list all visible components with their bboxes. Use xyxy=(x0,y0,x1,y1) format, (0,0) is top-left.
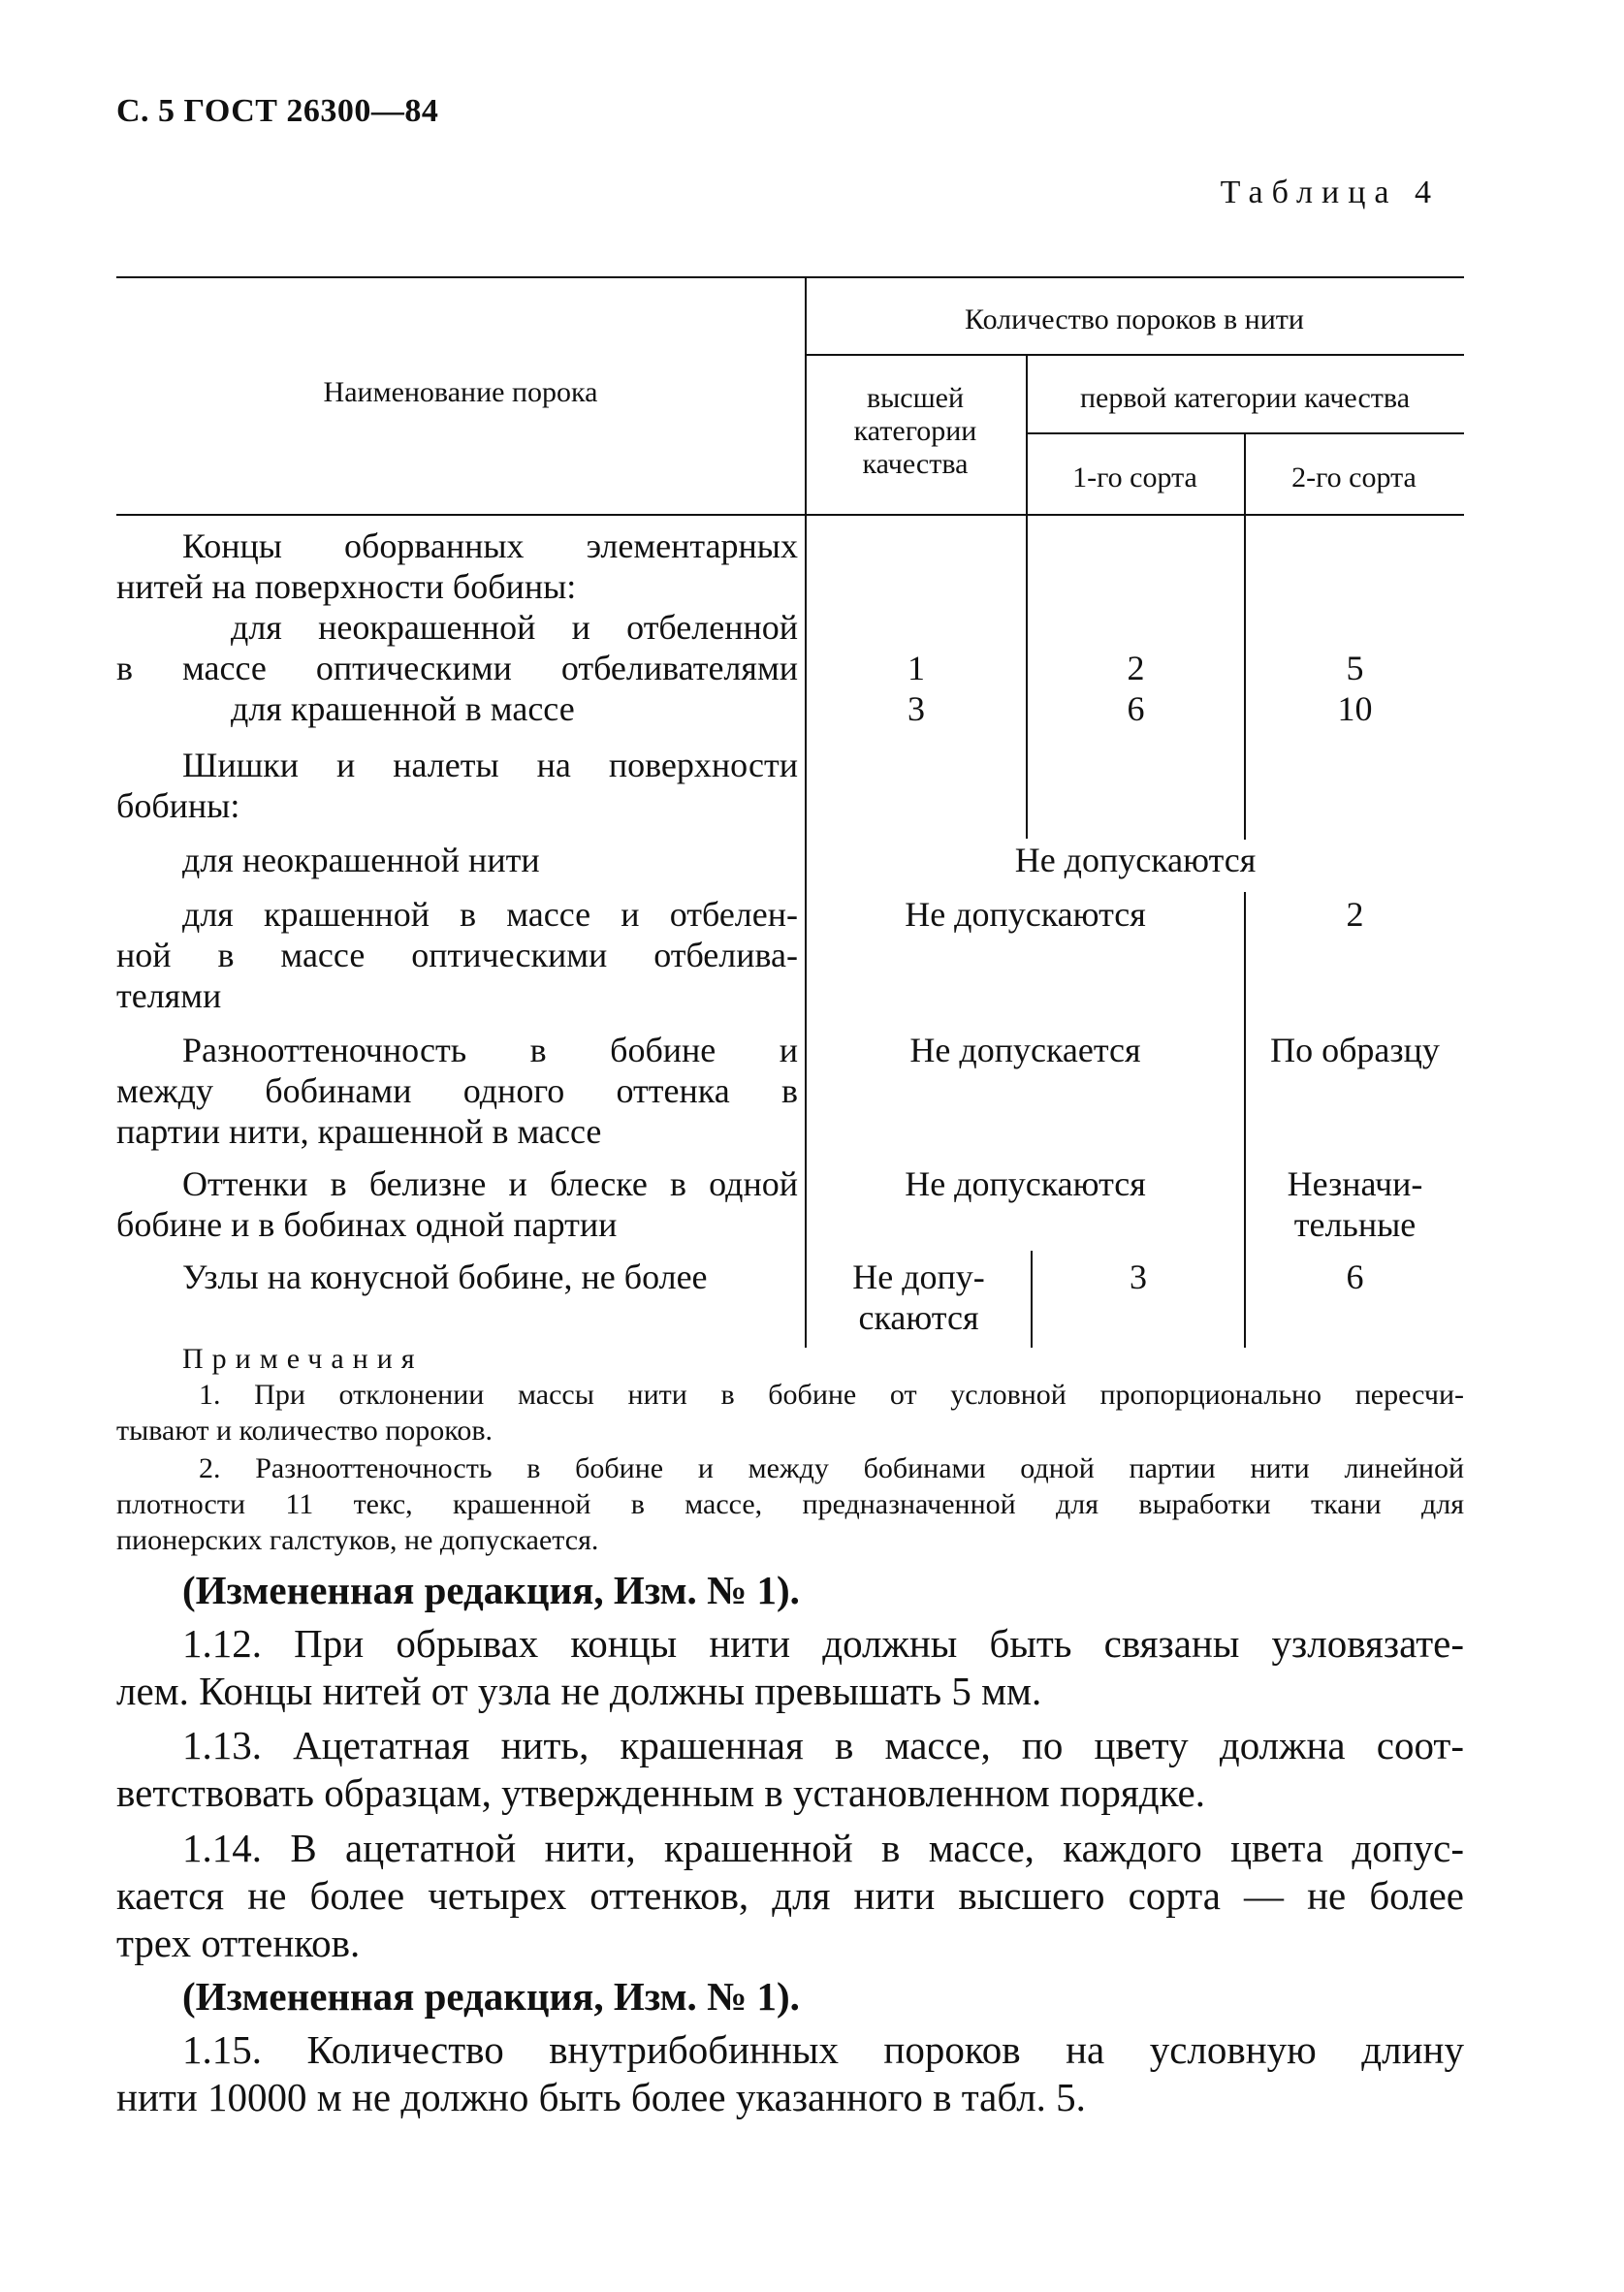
value-shade-grade2: По образцу xyxy=(1270,1031,1440,1069)
row-shade-line1: Разнооттеночность в бобине и xyxy=(182,1031,798,1069)
row-whiteness-line1: Оттенки в белизне и блеске в одной xyxy=(182,1164,798,1203)
para-1-14-line3: трех оттенков. xyxy=(116,1921,361,1965)
note-2-line1: 2. Разнооттеночность в бобине и между бобинами одной партии нити линейной xyxy=(199,1452,1464,1484)
revision-note-2: (Измененная редакция, Изм. № 1). xyxy=(182,1974,800,2019)
row-whiteness-line2: бобине и в бобинах одной партии xyxy=(116,1205,618,1244)
row-lumps-title-line1: Шишки и налеты на поверхности xyxy=(182,746,798,784)
header-first-category: первой категории качества xyxy=(1079,382,1411,414)
row-lumps-title-line2: бобины: xyxy=(116,786,240,825)
para-1-15-line1: 1.15. Количество внутрибобинных пороков на условную длину xyxy=(182,2027,1464,2072)
value-shade: Не допускается xyxy=(909,1031,1141,1069)
note-1-line1: 1. При отклонении массы нити в бобине от условной пропорционально пересчи- xyxy=(199,1379,1464,1411)
header-grade-1: 1-го сорта xyxy=(1072,462,1197,493)
value-knots-highest-line1: Не допу- xyxy=(852,1257,985,1296)
para-1-12-line1: 1.12. При обрывах концы нити должны быть связаны узловязате- xyxy=(182,1621,1464,1666)
header-highest-category: высшей категории качества xyxy=(853,382,977,480)
row-shade-line3: партии нити, крашенной в массе xyxy=(116,1112,602,1151)
header-defect-count: Количество пороков в нити xyxy=(965,303,1304,335)
value-ends-dyed-grade2: 10 xyxy=(1337,689,1373,728)
note-1-line2: тывают и количество пороков. xyxy=(116,1415,494,1447)
row-lumps-dyed-line1: для крашенной в массе и отбелен- xyxy=(182,895,798,934)
value-knots-grade2: 6 xyxy=(1346,1257,1364,1296)
para-1-15-line2: нити 10000 м не должно быть более указанного в табл. 5. xyxy=(116,2075,1086,2119)
value-ends-undyed-highest: 1 xyxy=(908,649,925,687)
value-ends-undyed-grade2: 5 xyxy=(1346,649,1364,687)
row-lumps-dyed-line3: телями xyxy=(116,976,222,1015)
row-lumps-undyed: для неокрашенной нити xyxy=(182,841,540,879)
page-header: С. 5 ГОСТ 26300—84 xyxy=(116,93,439,129)
table-divider-first xyxy=(1026,354,1028,839)
row-shade-line2: между бобинами одного оттенка в xyxy=(116,1071,798,1110)
revision-note-1: (Измененная редакция, Изм. № 1). xyxy=(182,1568,800,1612)
table-label: Таблица 4 xyxy=(1220,175,1440,210)
header-rule-count xyxy=(805,354,1464,356)
table-top-rule xyxy=(116,276,1464,278)
value-lumps-dyed: Не допускаются xyxy=(905,895,1146,934)
header-defect-name: Наименование порока xyxy=(323,376,598,408)
para-1-13-line1: 1.13. Ацетатная нить, крашенная в массе, по цвету должна соот- xyxy=(182,1723,1464,1767)
row-lumps-dyed-line2: ной в массе оптическими отбелива- xyxy=(116,936,798,974)
value-knots-grade1: 3 xyxy=(1130,1257,1147,1296)
value-lumps-undyed: Не допускаются xyxy=(1014,841,1257,879)
row-ends-undyed-line1: для неокрашенной и отбеленной xyxy=(231,608,798,647)
row-ends-title-line1: Концы оборванных элементарных xyxy=(182,526,798,565)
row-ends-undyed-line2: в массе оптическими отбеливателями xyxy=(116,649,798,687)
row-ends-dyed: для крашенной в массе xyxy=(231,689,575,728)
note-2-line2: плотности 11 текс, крашенной в массе, предназначенной для выработки ткани для xyxy=(116,1488,1464,1520)
row-ends-title-line2: нитей на поверхности бобины: xyxy=(116,567,577,606)
value-whiteness-grade2-line1: Незначи- xyxy=(1287,1164,1423,1203)
para-1-12-line2: лем. Концы нитей от узла не должны превышать 5 мм. xyxy=(116,1669,1042,1713)
value-ends-dyed-highest: 3 xyxy=(908,689,925,728)
value-knots-highest-line2: скаются xyxy=(858,1298,979,1337)
row-knots: Узлы на конусной бобине, не более xyxy=(182,1257,708,1296)
value-lumps-dyed-grade2: 2 xyxy=(1346,895,1364,934)
value-ends-dyed-grade1: 6 xyxy=(1127,689,1145,728)
header-bottom-rule xyxy=(116,514,1464,516)
para-1-13-line2: ветствовать образцам, утвержденным в установленном порядке. xyxy=(116,1770,1205,1815)
para-1-14-line2: кается не более четырех оттенков, для нити высшего сорта — не более xyxy=(116,1873,1464,1918)
header-grade-2: 2-го сорта xyxy=(1291,462,1417,493)
value-whiteness-grade2-line2: тельные xyxy=(1293,1205,1417,1244)
value-ends-undyed-grade1: 2 xyxy=(1127,649,1145,687)
value-whiteness: Не допускаются xyxy=(905,1164,1146,1203)
para-1-14-line1: 1.14. В ацетатной нити, крашенной в массе, каждого цвета допус- xyxy=(182,1826,1464,1870)
notes-title: Примечания xyxy=(182,1343,424,1375)
note-2-line3: пионерских галстуков, не допускается. xyxy=(116,1524,599,1556)
